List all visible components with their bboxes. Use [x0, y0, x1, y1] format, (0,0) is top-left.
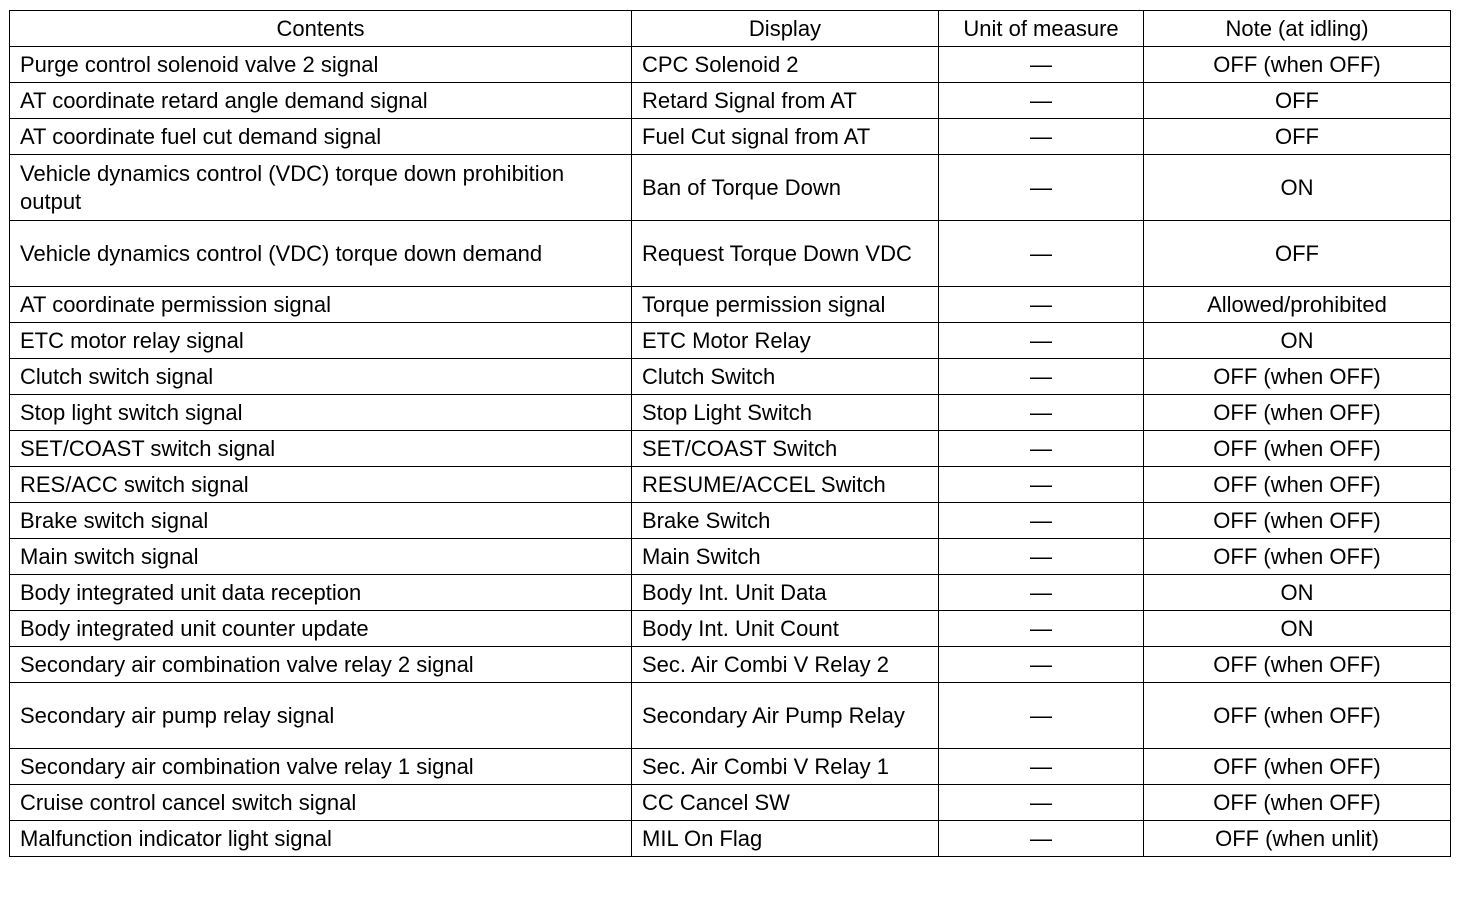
header-unit: Unit of measure — [939, 11, 1144, 47]
cell-note: ON — [1144, 575, 1451, 611]
cell-unit: — — [939, 749, 1144, 785]
cell-note: OFF (when OFF) — [1144, 47, 1451, 83]
table-row — [10, 575, 1451, 611]
table-row — [10, 821, 1451, 857]
table-row — [10, 47, 1451, 83]
cell-display: Torque permission signal — [632, 287, 939, 323]
cell-note: ON — [1144, 323, 1451, 359]
cell-display: Fuel Cut signal from AT — [632, 119, 939, 155]
cell-note: OFF — [1144, 221, 1451, 287]
cell-note: OFF (when OFF) — [1144, 647, 1451, 683]
cell-display: CPC Solenoid 2 — [632, 47, 939, 83]
header-row — [10, 11, 1451, 47]
cell-note: OFF (when OFF) — [1144, 539, 1451, 575]
cell-note: OFF (when OFF) — [1144, 749, 1451, 785]
cell-unit: — — [939, 467, 1144, 503]
cell-unit: — — [939, 287, 1144, 323]
table-row — [10, 785, 1451, 821]
cell-contents: SET/COAST switch signal — [10, 431, 632, 467]
cell-note: OFF (when unlit) — [1144, 821, 1451, 857]
cell-contents: AT coordinate retard angle demand signal — [10, 83, 632, 119]
table-row — [10, 83, 1451, 119]
cell-display: ETC Motor Relay — [632, 323, 939, 359]
table-row — [10, 683, 1451, 749]
table-body — [10, 47, 1451, 857]
table-row — [10, 395, 1451, 431]
cell-display: Brake Switch — [632, 503, 939, 539]
cell-display: Ban of Torque Down — [632, 155, 939, 221]
cell-unit: — — [939, 47, 1144, 83]
cell-note: OFF — [1144, 83, 1451, 119]
cell-contents: Clutch switch signal — [10, 359, 632, 395]
cell-unit: — — [939, 785, 1144, 821]
cell-unit: — — [939, 821, 1144, 857]
cell-display: Body Int. Unit Data — [632, 575, 939, 611]
cell-display: Stop Light Switch — [632, 395, 939, 431]
cell-contents: Main switch signal — [10, 539, 632, 575]
cell-unit: — — [939, 611, 1144, 647]
cell-unit: — — [939, 647, 1144, 683]
cell-note: OFF — [1144, 119, 1451, 155]
cell-contents: AT coordinate permission signal — [10, 287, 632, 323]
cell-unit: — — [939, 683, 1144, 749]
cell-unit: — — [939, 221, 1144, 287]
cell-contents: Vehicle dynamics control (VDC) torque down demand — [10, 221, 632, 287]
cell-unit: — — [939, 395, 1144, 431]
cell-display: Clutch Switch — [632, 359, 939, 395]
table-row — [10, 539, 1451, 575]
header-note: Note (at idling) — [1144, 11, 1451, 47]
cell-contents: Body integrated unit counter update — [10, 611, 632, 647]
cell-contents: Vehicle dynamics control (VDC) torque down prohibition output — [10, 155, 632, 221]
cell-note: OFF (when OFF) — [1144, 395, 1451, 431]
cell-note: OFF (when OFF) — [1144, 467, 1451, 503]
cell-unit: — — [939, 503, 1144, 539]
cell-unit: — — [939, 539, 1144, 575]
cell-contents: Cruise control cancel switch signal — [10, 785, 632, 821]
table-row — [10, 503, 1451, 539]
cell-contents: Purge control solenoid valve 2 signal — [10, 47, 632, 83]
cell-display: SET/COAST Switch — [632, 431, 939, 467]
cell-contents: Malfunction indicator light signal — [10, 821, 632, 857]
table-row — [10, 749, 1451, 785]
table-row — [10, 647, 1451, 683]
table-row — [10, 155, 1451, 221]
cell-contents: ETC motor relay signal — [10, 323, 632, 359]
table-row — [10, 287, 1451, 323]
cell-display: Secondary Air Pump Relay — [632, 683, 939, 749]
cell-contents: Stop light switch signal — [10, 395, 632, 431]
cell-note: OFF (when OFF) — [1144, 683, 1451, 749]
table-row — [10, 431, 1451, 467]
cell-display: MIL On Flag — [632, 821, 939, 857]
cell-note: OFF (when OFF) — [1144, 785, 1451, 821]
cell-contents: RES/ACC switch signal — [10, 467, 632, 503]
cell-display: Sec. Air Combi V Relay 2 — [632, 647, 939, 683]
cell-unit: — — [939, 323, 1144, 359]
cell-contents: Secondary air combination valve relay 2 signal — [10, 647, 632, 683]
header-display: Display — [632, 11, 939, 47]
cell-display: Request Torque Down VDC — [632, 221, 939, 287]
table-row — [10, 221, 1451, 287]
cell-contents: Brake switch signal — [10, 503, 632, 539]
cell-contents: Secondary air combination valve relay 1 signal — [10, 749, 632, 785]
cell-note: OFF (when OFF) — [1144, 359, 1451, 395]
table-row — [10, 323, 1451, 359]
cell-display: Body Int. Unit Count — [632, 611, 939, 647]
cell-unit: — — [939, 119, 1144, 155]
table-row — [10, 467, 1451, 503]
cell-contents: Secondary air pump relay signal — [10, 683, 632, 749]
cell-note: OFF (when OFF) — [1144, 431, 1451, 467]
cell-contents: Body integrated unit data reception — [10, 575, 632, 611]
cell-note: OFF (when OFF) — [1144, 503, 1451, 539]
table-row — [10, 611, 1451, 647]
cell-display: Retard Signal from AT — [632, 83, 939, 119]
cell-unit: — — [939, 83, 1144, 119]
cell-note: ON — [1144, 155, 1451, 221]
cell-display: Main Switch — [632, 539, 939, 575]
data-table — [9, 10, 1451, 857]
cell-unit: — — [939, 155, 1144, 221]
cell-note: Allowed/prohibited — [1144, 287, 1451, 323]
cell-note: ON — [1144, 611, 1451, 647]
table-row — [10, 119, 1451, 155]
table-row — [10, 359, 1451, 395]
cell-unit: — — [939, 575, 1144, 611]
cell-unit: — — [939, 359, 1144, 395]
header-contents: Contents — [10, 11, 632, 47]
cell-contents: AT coordinate fuel cut demand signal — [10, 119, 632, 155]
cell-unit: — — [939, 431, 1144, 467]
cell-display: Sec. Air Combi V Relay 1 — [632, 749, 939, 785]
cell-display: CC Cancel SW — [632, 785, 939, 821]
cell-display: RESUME/ACCEL Switch — [632, 467, 939, 503]
